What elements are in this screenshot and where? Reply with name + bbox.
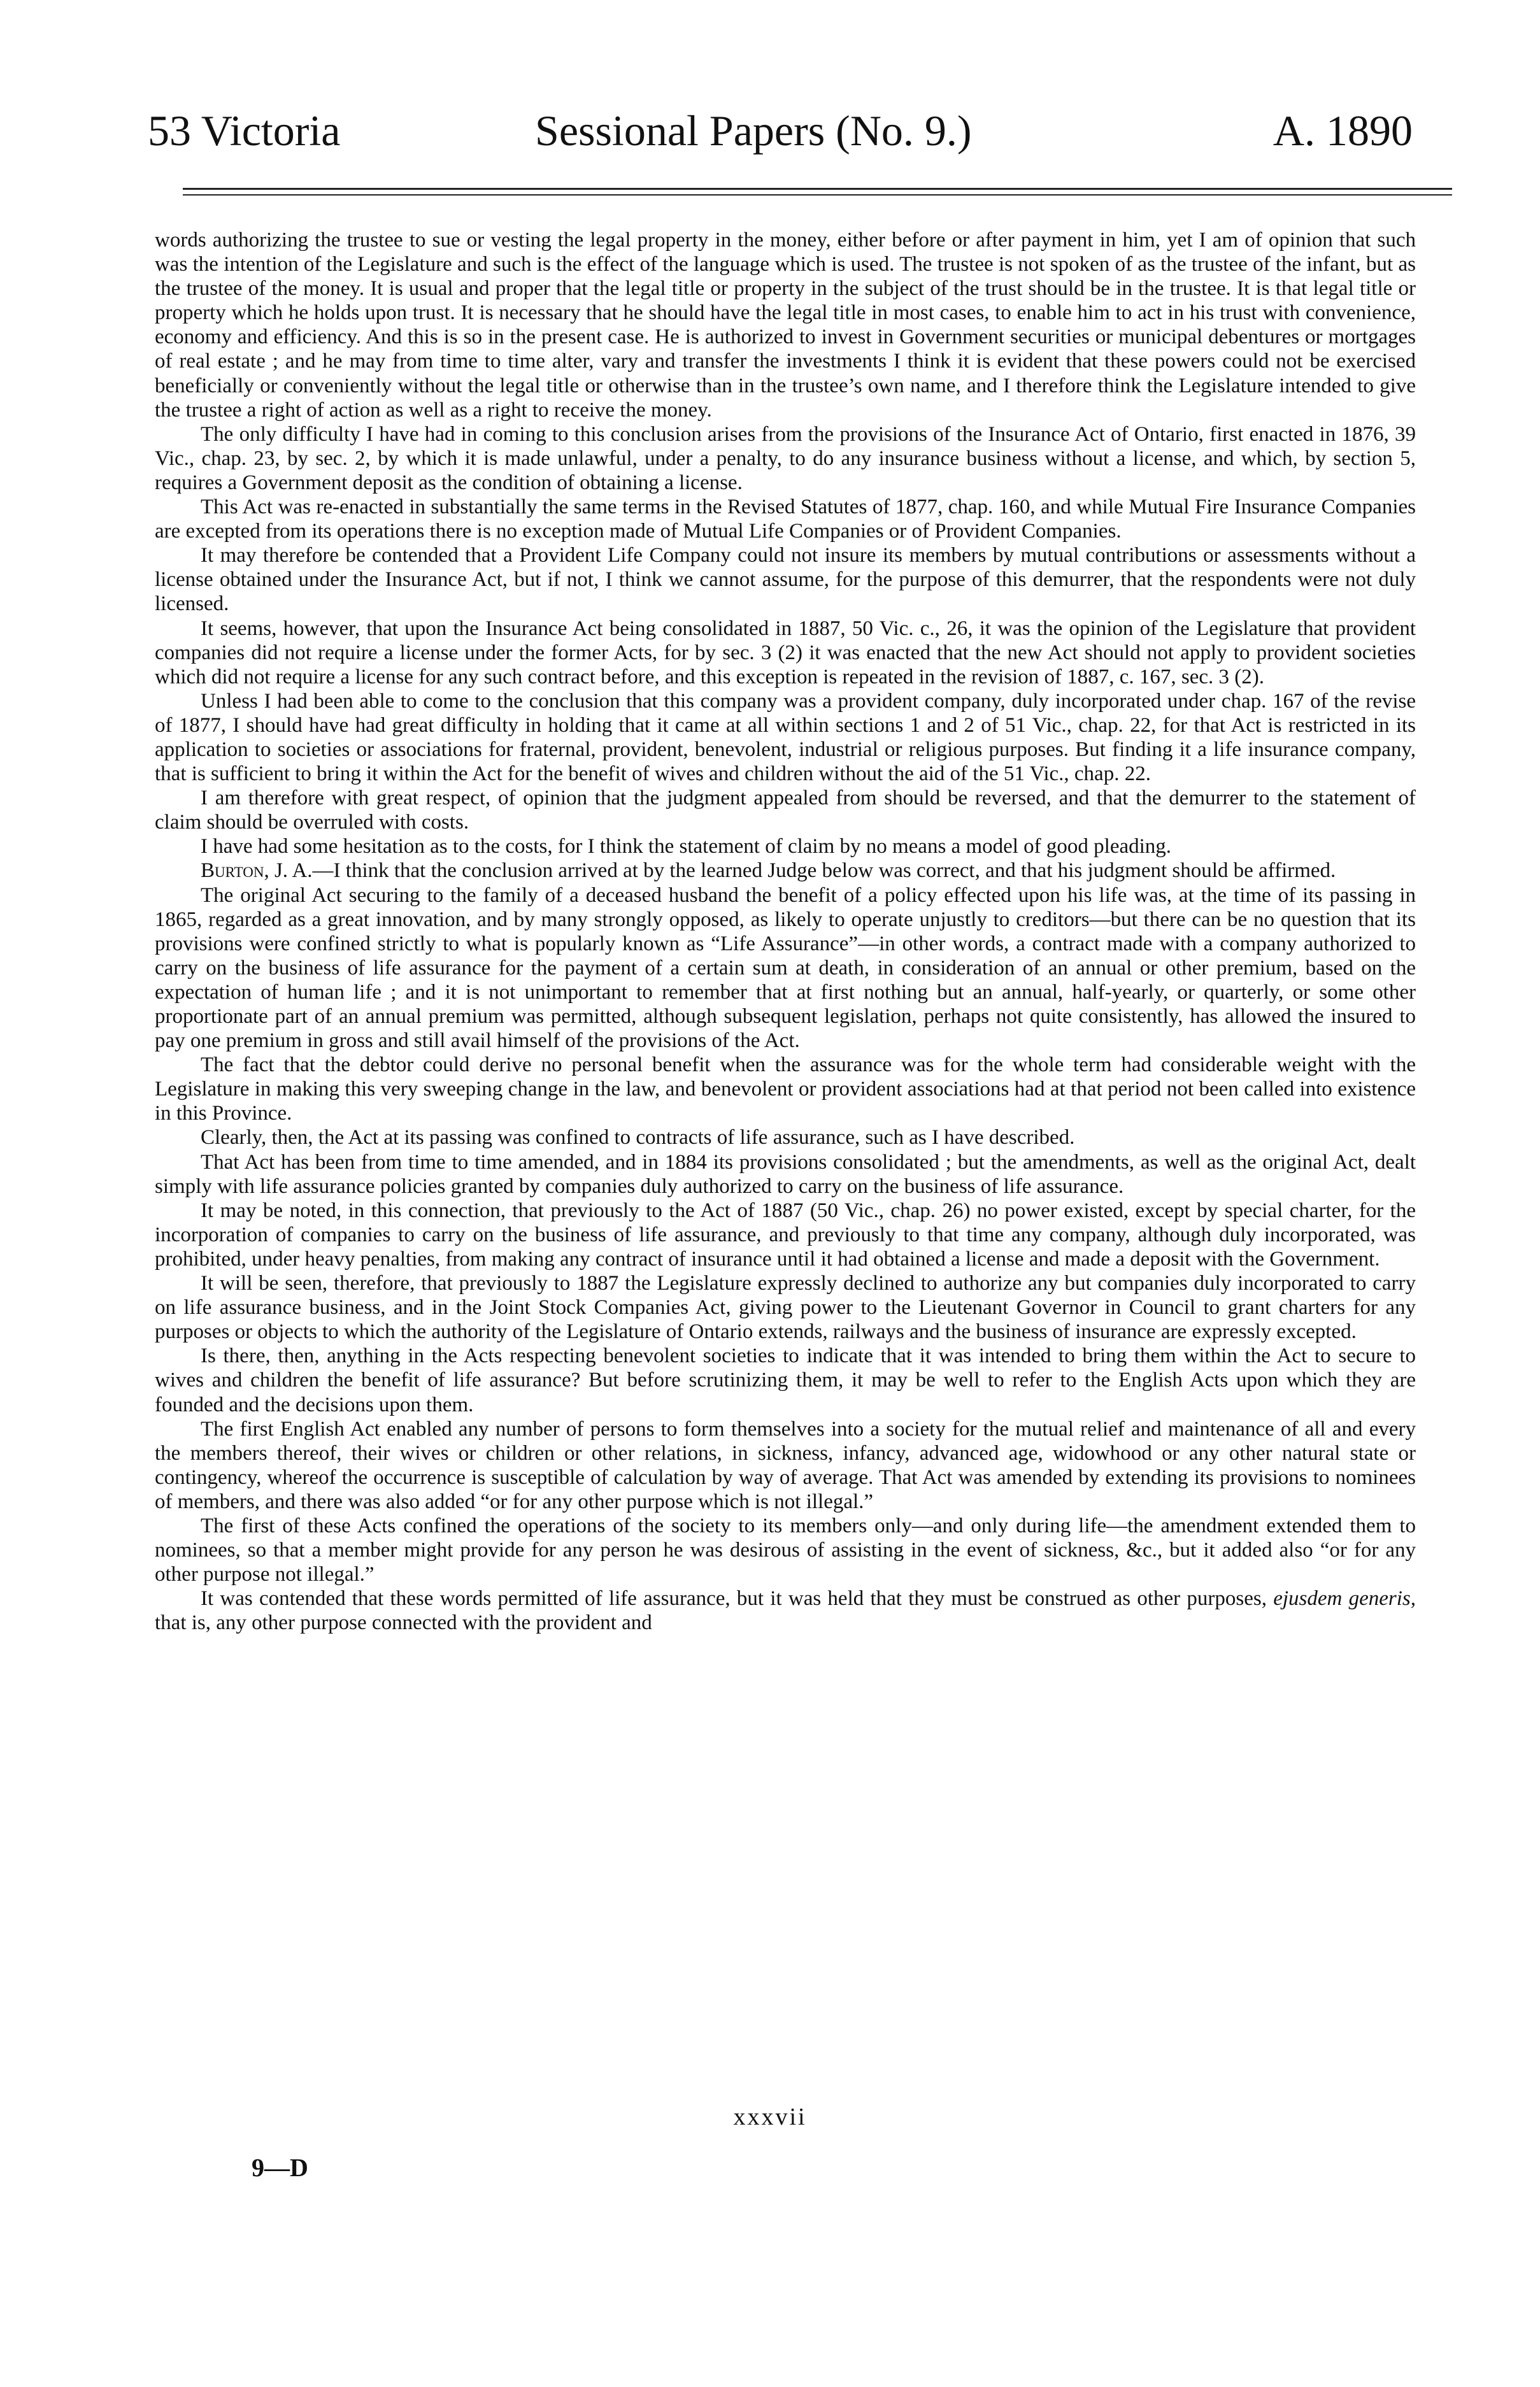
last-paragraph — [155, 1586, 1416, 1635]
judge-name: Burton — [201, 859, 264, 883]
last-text-before: It was contended that these words permitted of life assurance, but it was held that they must be construed as other purposes, — [201, 1587, 1274, 1611]
paragraph: It may therefore be contended that a Provident Life Company could not insure its members by mutual contributions or assessments without a license obtained under the Insurance Act, but if not, I think we cannot assume, for the purpose of this demurrer, that the respondents were not duly licensed. — [155, 544, 1416, 616]
paragraph: That Act has been from time to time amended, and in 1884 its provisions consolidated ; but the amendments, as well as the original Act, dealt simply with life assurance policies granted by companies duly authorized to carry on the business of life assurance. — [155, 1150, 1416, 1198]
page-number: xxxvii — [733, 2104, 807, 2130]
paragraph: It may be noted, in this connection, that previously to the Act of 1887 (50 Vic., chap. 26) no power existed, except by special charter, for the incorporation of companies to carry on the business of life assurance, and previously to that time any company, although duly incorporated, was prohibited, under heavy penalties, from making any contract of insurance until it had obtained a license and made a deposit with the Government. — [155, 1199, 1416, 1271]
header-title: Sessional Papers (No. 9.) — [535, 106, 972, 155]
body-text — [155, 228, 1416, 1635]
signature-mark: 9—D — [252, 2153, 308, 2182]
paragraph: The fact that the debtor could derive no personal benefit when the assurance was for the whole term had considerable weight with the Legislature in making this very sweeping change in the law, and benevolent or provident associations had at that period not been called into existence in this Province. — [155, 1053, 1416, 1125]
paragraph: The original Act securing to the family of a deceased husband the benefit of a policy effected upon his life was, at the time of its passing in 1865, regarded as a great innovation, and by many strongly opposed, as likely to operate unjustly to creditors—but there can be no question that its provisions were confined strictly to what is popularly known as “Life Assurance”—in other words, a contract made with a company authorized to carry on the business of life assurance for the payment of a certain sum at death, in consideration of an annual or other premium, based on the expectation of human life ; and it is not unimportant to remember that at first nothing but an annual, half-yearly, or quarterly, or some other proportionate part of an annual premium was permitted, although subsequent legislation, perhaps not quite consistently, has allowed the insured to pay one premium in gross and still avail himself of the provisions of the Act. — [155, 883, 1416, 1053]
latin-phrase: ejusdem generis, — [1273, 1587, 1416, 1611]
paragraph: This Act was re-enacted in substantially the same terms in the Revised Statutes of 1877, chap. 160, and while Mutual Fire Insurance Companies are excepted from its operations there is no exception made of Mutual Life Companies or of Provident Companies. — [155, 495, 1416, 543]
paragraph: The first of these Acts confined the operations of the society to its members only—and only during life—the amendment extended them to nominees, so that a member might provide for any person he was desirous of assisting in the event of sickness, &c., but it added also “or for any other purpose not illegal.” — [155, 1514, 1416, 1586]
last-text-after: that is, any other purpose connected with the provident and — [155, 1611, 652, 1635]
header-volume: 53 Victoria — [148, 106, 341, 155]
burton-text: , J. A.—I think that the conclusion arrived at by the learned Judge below was correct, and that his judgment should be affirmed. — [264, 859, 1336, 883]
paragraph: words authorizing the trustee to sue or vesting the legal property in the money, either before or after payment in him, yet I am of opinion that such was the intention of the Legislature and such is the effect of the language which is used. The trustee is not spoken of as the trustee of the infant, but as the trustee of the money. It is usual and proper that the legal title or property in the subject of the trust should be in the trustee. It is that legal title or property which he holds upon trust. It is necessary that he should have the legal title in most cases, to enable him to act in his trust with convenience, economy and efficiency. And this is so in the present case. He is authorized to invest in Government securities or municipal debentures or mortgages of real estate ; and he may from time to time alter, vary and transfer the investments I think it is evident that these powers could not be exercised beneficially or conveniently without the legal title or otherwise than in the trustee’s own name, and I therefore think the Legislature intended to give the trustee a right of action as well as a right to receive the money. — [155, 229, 1416, 422]
paragraph: The only difficulty I have had in coming to this conclusion arises from the provisions of the Insurance Act of Ontario, first enacted in 1876, 39 Vic., chap. 23, by sec. 2, by which it is made unlawful, under a penalty, to do any insurance business without a license, and which, by section 5, requires a Government deposit as the condition of obtaining a license. — [155, 422, 1416, 494]
paragraph: I have had some hesitation as to the costs, for I think the statement of claim by no means a model of good pleading. — [201, 835, 1172, 859]
paragraph: Is there, then, anything in the Acts respecting benevolent societies to indicate that it was intended to bring them within the Act to secure to wives and children the benefit of life assurance? But before scrutinizing them, it may be well to refer to the English Acts upon which they are founded and the decisions upon them. — [155, 1344, 1416, 1416]
paragraph: It seems, however, that upon the Insurance Act being consolidated in 1887, 50 Vic. c., 26, it was the opinion of the Legislature that provident companies did not require a license under the former Acts, for by sec. 3 (2) it was enacted that the new Act should not apply to provident societies which did not require a license for any such contract before, and this exception is repeated in the revision of 1887, c. 167, sec. 3 (2). — [155, 616, 1416, 688]
paragraph: I am therefore with great respect, of opinion that the judgment appealed from should be reversed, and that the demurrer to the statement of claim should be overruled with costs. — [155, 787, 1416, 834]
burton-paragraph — [155, 859, 1416, 883]
paragraph: Clearly, then, the Act at its passing was confined to contracts of life assurance, such as I have described. — [201, 1126, 1075, 1150]
header-year: A. 1890 — [1273, 106, 1413, 155]
paragraph: It will be seen, therefore, that previously to 1887 the Legislature expressly declined to authorize any but companies duly incorporated to carry on life assurance business, and in the Joint Stock Companies Act, giving power to the Lieutenant Governor in Council to grant charters for any purposes or objects to which the authority of the Legislature of Ontario extends, railways and the business of insurance are expressly excepted. — [155, 1272, 1416, 1344]
paragraph: The first English Act enabled any number of persons to form themselves into a society for the mutual relief and maintenance of all and every the members thereof, their wives or children or other relations, in sickness, infancy, advanced age, widowhood or any other natural state or contingency, whereof the occurrence is susceptible of calculation by way of average. That Act was amended by extending its provisions to nominees of members, and there was also added “or for any other purpose which is not illegal.” — [155, 1417, 1416, 1513]
paragraph: Unless I had been able to come to the conclusion that this company was a provident company, duly incorporated under chap. 167 of the revise of 1877, I should have had great difficulty in holding that it came at all within sections 1 and 2 of 51 Vic., chap. 22, for that Act is restricted in its application to societies or associations for fraternal, provident, benevolent, industrial or religious purposes. But finding it a life insurance company, that is sufficient to bring it within the Act for the benefit of wives and children without the aid of the 51 Vic., chap. 22. — [155, 689, 1416, 786]
header-rule-top — [183, 188, 1452, 190]
header-rule-bottom — [183, 194, 1452, 196]
page-header — [0, 99, 1540, 162]
